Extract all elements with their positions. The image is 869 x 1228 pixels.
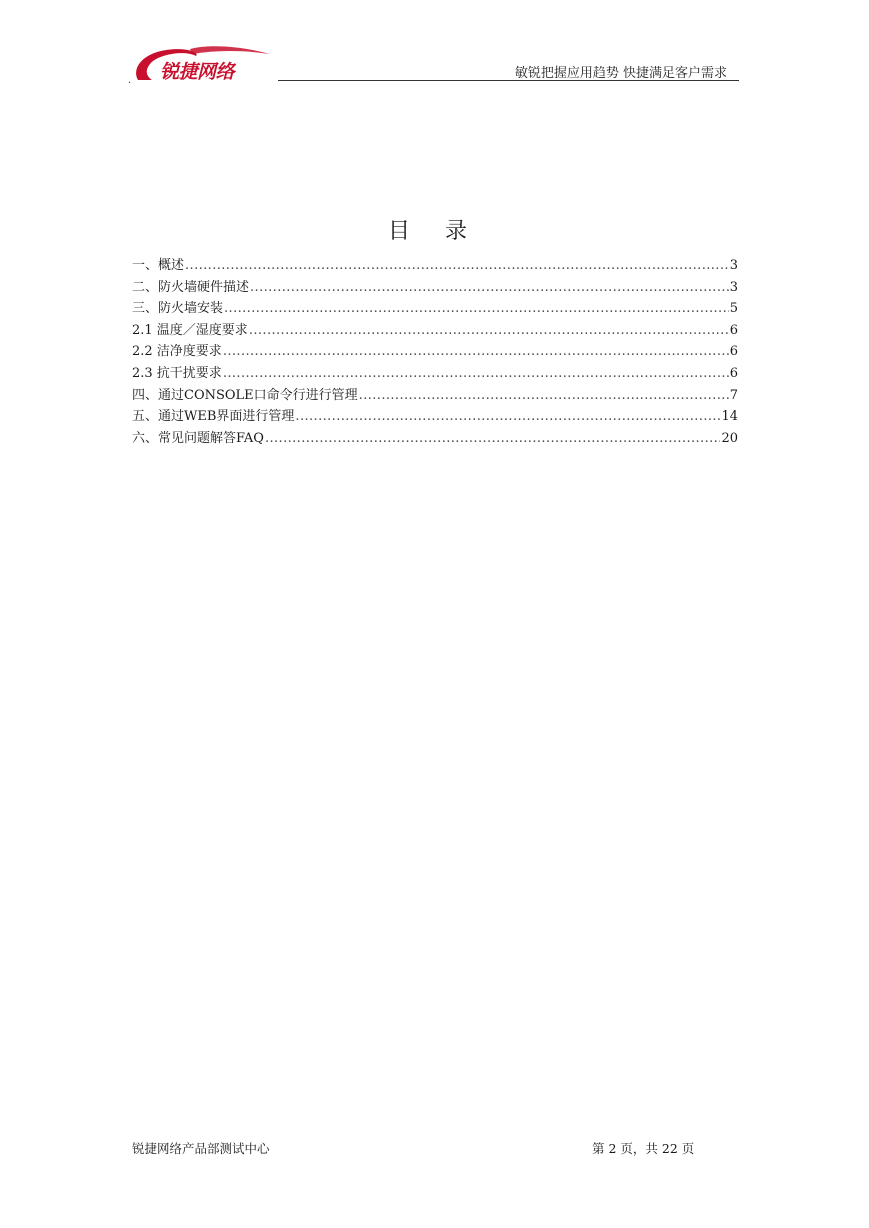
toc-entry[interactable] <box>132 298 738 320</box>
footer-page-number: 第 2 页，共 22 页 <box>592 1141 695 1156</box>
logo-text: 锐捷网络 <box>160 61 235 83</box>
toc-entry-label: 二、防火墙硬件描述 <box>132 279 250 295</box>
toc-leader-dots <box>295 406 720 428</box>
footer-department: 锐捷网络产品部测试中心 <box>132 1141 270 1156</box>
toc-entry[interactable] <box>132 385 738 407</box>
toc-entry[interactable] <box>132 406 738 428</box>
toc-entry-page: 20 <box>721 430 738 446</box>
toc-entry-page: 3 <box>729 258 738 273</box>
toc-entry[interactable] <box>132 277 738 299</box>
toc-entry[interactable] <box>132 363 738 385</box>
toc-entry-label: 2.2 洁净度要求 <box>132 344 222 360</box>
toc-leader-dots <box>359 385 729 407</box>
toc-entry-label: 五、通过WEB界面进行管理 <box>132 409 295 425</box>
toc-entry[interactable] <box>132 428 738 450</box>
toc-entry-page: 14 <box>721 409 738 425</box>
toc-entry-label: 一、概述 <box>132 258 185 273</box>
toc-leader-dots <box>249 320 729 342</box>
header-dot: . <box>128 75 132 86</box>
toc-entry[interactable] <box>132 341 738 363</box>
table-of-contents <box>132 255 738 449</box>
toc-entry-label: 六、常见问题解答FAQ <box>132 430 264 446</box>
toc-leader-dots <box>223 363 729 385</box>
toc-entry-label: 2.3 抗干扰要求 <box>132 365 222 381</box>
toc-entry[interactable] <box>132 320 738 342</box>
toc-leader-dots <box>250 277 729 299</box>
toc-title: 目 录 <box>388 219 481 244</box>
toc-entry-page: 6 <box>729 322 738 338</box>
toc-entry-page: 6 <box>729 344 738 360</box>
toc-entry-page: 5 <box>729 301 738 317</box>
toc-leader-dots <box>265 428 721 450</box>
header-slogan: 敏锐把握应用趋势 快捷满足客户需求 <box>514 66 727 81</box>
toc-leader-dots <box>224 298 729 320</box>
toc-leader-dots <box>185 255 729 277</box>
toc-entry-page: 3 <box>729 279 738 295</box>
toc-entry-label: 2.1 温度／湿度要求 <box>132 322 248 338</box>
toc-entry-label: 三、防火墙安装 <box>132 301 224 317</box>
toc-entry-page: 6 <box>729 365 738 381</box>
page-header <box>130 40 739 84</box>
toc-entry-page: 7 <box>729 387 738 403</box>
company-logo <box>130 40 280 84</box>
toc-leader-dots <box>223 341 729 363</box>
toc-entry[interactable] <box>132 255 738 277</box>
toc-entry-label: 四、通过CONSOLE口命令行进行管理 <box>132 387 358 403</box>
